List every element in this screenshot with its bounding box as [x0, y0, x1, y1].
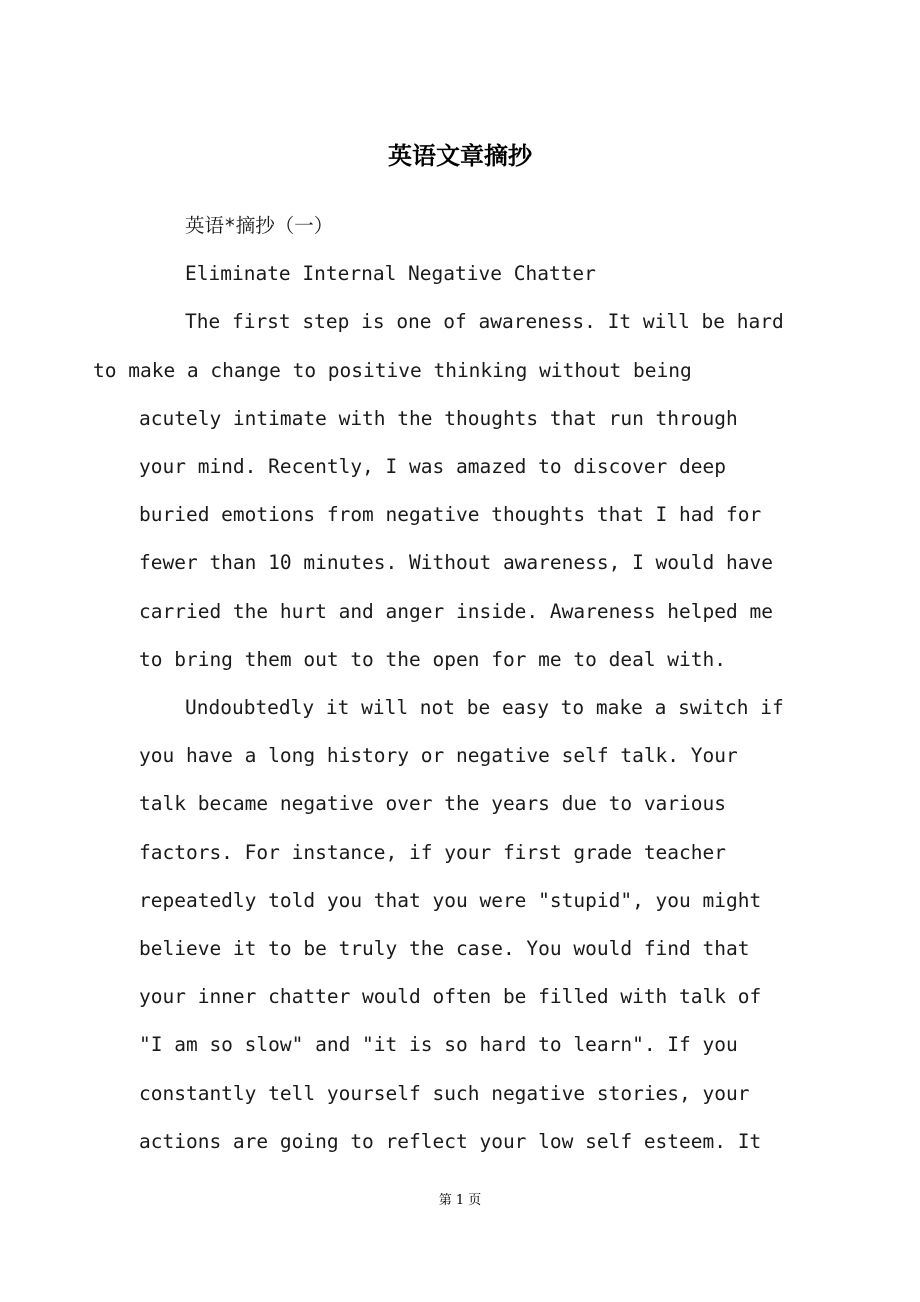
paragraph-line: factors. For instance, if your first grade teacher [139, 840, 726, 864]
paragraph-line: to bring them out to the open for me to deal with. [139, 647, 726, 671]
footer-suffix: 页 [468, 1193, 482, 1208]
paragraph-line: your mind. Recently, I was amazed to discover deep [139, 455, 726, 479]
document-body [93, 202, 784, 1166]
document-title: 英语文章摘抄 [388, 142, 532, 170]
article-title: Eliminate Internal Negative Chatter [185, 262, 596, 286]
paragraph-line: fewer than 10 minutes. Without awareness, I would have [139, 551, 773, 575]
paragraph-line: "I am so slow" and "it is so hard to learn". If you [139, 1033, 738, 1057]
paragraph-line: Undoubtedly it will not be easy to make a switch if [185, 696, 784, 720]
page-footer [0, 1191, 920, 1211]
section-heading: 英语*摘抄（一） [185, 214, 334, 237]
paragraph-line: your inner chatter would often be filled with talk of [139, 985, 762, 1009]
paragraph-1 [93, 298, 784, 684]
paragraph-line: to make a change to positive thinking without being [93, 358, 692, 382]
paragraph-line: you have a long history or negative self talk. Your [139, 744, 738, 768]
paragraph-line: believe it to be truly the case. You would find that [139, 937, 750, 961]
page-number: 1 [455, 1193, 465, 1208]
paragraph-line: The first step is one of awareness. It will be hard [185, 310, 784, 334]
paragraph-line: constantly tell yourself such negative stories, your [139, 1081, 750, 1105]
paragraph-line: actions are going to reflect your low self esteem. It [139, 1129, 762, 1153]
paragraph-line: carried the hurt and anger inside. Awareness helped me [139, 599, 773, 623]
paragraph-2 [139, 684, 784, 1166]
paragraph-line: talk became negative over the years due to various [139, 792, 726, 816]
paragraph-line: buried emotions from negative thoughts that I had for [139, 503, 762, 527]
footer-prefix: 第 [438, 1193, 452, 1208]
paragraph-line: repeatedly told you that you were "stupid", you might [139, 888, 762, 912]
paragraph-line: acutely intimate with the thoughts that run through [139, 406, 738, 430]
